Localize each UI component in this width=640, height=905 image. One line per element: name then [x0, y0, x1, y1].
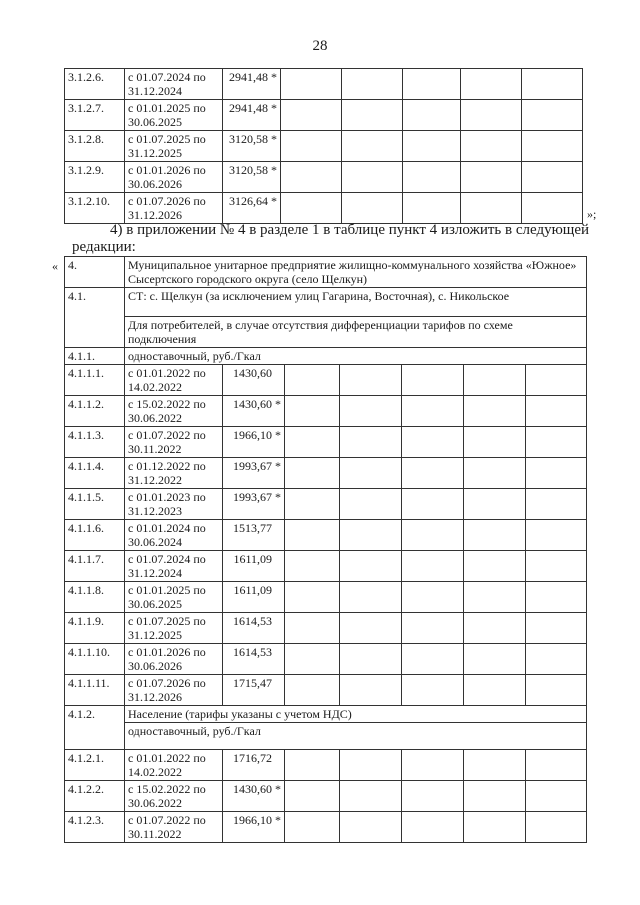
population-label: Население (тарифы указаны с учетом НДС) [125, 706, 587, 723]
empty-cell [402, 781, 464, 812]
empty-cell [342, 193, 403, 224]
empty-cell [281, 193, 342, 224]
empty-cell [285, 458, 340, 489]
row-number: 4.1.1.8. [65, 582, 125, 613]
empty-cell [285, 781, 340, 812]
row-number: 4.1.1.1. [65, 365, 125, 396]
row-number: 4.1.1.7. [65, 551, 125, 582]
tariff-value: 1993,67 * [223, 489, 285, 520]
empty-cell [522, 100, 583, 131]
closing-quote: »; [587, 207, 597, 221]
period-cell: с 01.07.2022 по 30.11.2022 [125, 427, 223, 458]
empty-cell [526, 365, 587, 396]
empty-cell [340, 396, 402, 427]
empty-cell [464, 812, 526, 843]
empty-cell [403, 69, 461, 100]
empty-cell [526, 812, 587, 843]
population-row [65, 706, 587, 723]
row-number: 4.1. [65, 288, 125, 348]
tariff-value: 3126,64 * [223, 193, 281, 224]
table-row [65, 812, 587, 843]
empty-cell [464, 613, 526, 644]
empty-cell [285, 427, 340, 458]
tariff-value: 1614,53 [223, 613, 285, 644]
period-cell: с 01.07.2022 по 30.11.2022 [125, 812, 223, 843]
empty-cell [285, 812, 340, 843]
empty-cell [522, 131, 583, 162]
tariff-value: 3120,58 * [223, 162, 281, 193]
empty-cell [464, 582, 526, 613]
empty-cell [285, 396, 340, 427]
empty-cell [402, 644, 464, 675]
table-row [65, 582, 587, 613]
empty-cell [526, 781, 587, 812]
period-cell: с 01.07.2024 по 31.12.2024 [125, 69, 223, 100]
empty-cell [464, 781, 526, 812]
empty-cell [522, 69, 583, 100]
empty-cell [464, 675, 526, 706]
row-number: 3.1.2.9. [65, 162, 125, 193]
empty-cell [522, 193, 583, 224]
row-number: 4.1.1.4. [65, 458, 125, 489]
empty-cell [526, 520, 587, 551]
empty-cell [342, 100, 403, 131]
empty-cell [281, 100, 342, 131]
empty-cell [464, 365, 526, 396]
row-number: 3.1.2.8. [65, 131, 125, 162]
empty-cell [402, 613, 464, 644]
tariff-value: 1966,10 * [223, 427, 285, 458]
empty-cell [281, 162, 342, 193]
empty-cell [285, 613, 340, 644]
period-cell: с 01.12.2022 по 31.12.2022 [125, 458, 223, 489]
empty-cell [461, 193, 522, 224]
single-rate-label-2: одноставочный, руб./Гкал [125, 723, 587, 750]
empty-cell [402, 812, 464, 843]
tariff-value: 1611,09 [223, 551, 285, 582]
tariff-value: 1614,53 [223, 644, 285, 675]
amendment-paragraph [72, 222, 612, 256]
empty-cell [340, 582, 402, 613]
empty-cell [461, 131, 522, 162]
tariff-value: 1430,60 * [223, 396, 285, 427]
tariff-value: 1430,60 [223, 365, 285, 396]
st-name: СТ: с. Щелкун (за исключением улиц Гагарина, Восточная), с. Никольское [125, 288, 587, 317]
empty-cell [464, 458, 526, 489]
period-cell: с 01.07.2024 по 31.12.2024 [125, 551, 223, 582]
empty-cell [526, 613, 587, 644]
empty-cell [461, 100, 522, 131]
st-row [65, 288, 587, 317]
consumers-text: Для потребителей, в случае отсутствия дифференциации тарифов по схеме подключения [125, 317, 587, 348]
empty-cell [402, 396, 464, 427]
row-number: 3.1.2.10. [65, 193, 125, 224]
table-row [65, 458, 587, 489]
empty-cell [285, 489, 340, 520]
table-row [65, 100, 583, 131]
tariff-value: 1715,47 [223, 675, 285, 706]
single-rate-label: одноставочный, руб./Гкал [125, 348, 587, 365]
empty-cell [285, 675, 340, 706]
empty-cell [403, 100, 461, 131]
empty-cell [403, 193, 461, 224]
row-number: 4.1.2.1. [65, 750, 125, 781]
empty-cell [340, 520, 402, 551]
table-row [65, 781, 587, 812]
tariff-value: 1966,10 * [223, 812, 285, 843]
empty-cell [340, 644, 402, 675]
empty-cell [402, 675, 464, 706]
row-number: 4.1.1.11. [65, 675, 125, 706]
tariff-value: 1993,67 * [223, 458, 285, 489]
table-row [65, 675, 587, 706]
tariff-value: 1513,77 [223, 520, 285, 551]
row-number: 4.1.1.10. [65, 644, 125, 675]
period-cell: с 01.07.2025 по 31.12.2025 [125, 131, 223, 162]
empty-cell [526, 582, 587, 613]
table-row [65, 365, 587, 396]
table-row [65, 551, 587, 582]
empty-cell [340, 750, 402, 781]
empty-cell [285, 551, 340, 582]
empty-cell [285, 644, 340, 675]
empty-cell [340, 458, 402, 489]
empty-cell [342, 131, 403, 162]
empty-cell [340, 613, 402, 644]
paragraph-line-1: 4) в приложении № 4 в разделе 1 в таблице пункт 4 изложить в следующей [110, 222, 590, 238]
period-cell: с 01.01.2025 по 30.06.2025 [125, 582, 223, 613]
empty-cell [402, 582, 464, 613]
empty-cell [526, 675, 587, 706]
empty-cell [281, 131, 342, 162]
empty-cell [526, 551, 587, 582]
row-number: 4.1.2.3. [65, 812, 125, 843]
empty-cell [402, 520, 464, 551]
row-number: 3.1.2.6. [65, 69, 125, 100]
empty-cell [340, 551, 402, 582]
consumers-row [65, 317, 587, 348]
empty-cell [464, 427, 526, 458]
empty-cell [403, 131, 461, 162]
table-row [65, 613, 587, 644]
row-number: 4.1.2.2. [65, 781, 125, 812]
table-row [65, 193, 583, 224]
single-rate-row-2 [65, 723, 587, 750]
period-cell: с 01.01.2025 по 30.06.2025 [125, 100, 223, 131]
empty-cell [526, 427, 587, 458]
row-number: 4. [65, 257, 125, 288]
period-cell: с 01.01.2022 по 14.02.2022 [125, 750, 223, 781]
tariff-value: 2941,48 * [223, 69, 281, 100]
tariff-value: 1430,60 * [223, 781, 285, 812]
empty-cell [342, 69, 403, 100]
tariff-value: 1716,72 [223, 750, 285, 781]
table-row [65, 396, 587, 427]
period-cell: с 01.07.2025 по 31.12.2025 [125, 613, 223, 644]
empty-cell [340, 489, 402, 520]
row-number: 4.1.1.3. [65, 427, 125, 458]
period-cell: с 15.02.2022 по 30.06.2022 [125, 781, 223, 812]
empty-cell [340, 781, 402, 812]
period-cell: с 01.01.2023 по 31.12.2023 [125, 489, 223, 520]
table-row [65, 162, 583, 193]
tariff-value: 1611,09 [223, 582, 285, 613]
tariff-value: 3120,58 * [223, 131, 281, 162]
paragraph-line-2: редакции: [72, 239, 136, 255]
empty-cell [464, 489, 526, 520]
empty-cell [464, 750, 526, 781]
empty-cell [526, 644, 587, 675]
period-cell: с 01.01.2026 по 30.06.2026 [125, 162, 223, 193]
table-row [65, 520, 587, 551]
empty-cell [285, 520, 340, 551]
empty-cell [340, 812, 402, 843]
empty-cell [526, 750, 587, 781]
period-cell: с 01.01.2024 по 30.06.2024 [125, 520, 223, 551]
empty-cell [285, 365, 340, 396]
empty-cell [526, 489, 587, 520]
empty-cell [340, 427, 402, 458]
period-cell: с 01.07.2026 по 31.12.2026 [125, 675, 223, 706]
single-rate-row [65, 348, 587, 365]
empty-cell [526, 458, 587, 489]
page-number: 28 [312, 38, 328, 54]
empty-cell [402, 551, 464, 582]
empty-cell [402, 427, 464, 458]
table-row [65, 489, 587, 520]
empty-cell [464, 520, 526, 551]
empty-cell [461, 162, 522, 193]
table-row [65, 644, 587, 675]
empty-cell [403, 162, 461, 193]
org-name: Муниципальное унитарное предприятие жилищно-коммунального хозяйства «Южное» Сысертского городского округа (село Щелкун) [125, 257, 587, 288]
row-number: 4.1.2. [65, 706, 125, 750]
empty-cell [464, 644, 526, 675]
tariff-table-item-4 [64, 256, 587, 843]
empty-cell [461, 69, 522, 100]
empty-cell [522, 162, 583, 193]
table-row [65, 750, 587, 781]
empty-cell [464, 551, 526, 582]
empty-cell [402, 365, 464, 396]
empty-cell [402, 489, 464, 520]
org-row [65, 257, 587, 288]
table-row [65, 69, 583, 100]
period-cell: с 01.07.2026 по 31.12.2026 [125, 193, 223, 224]
empty-cell [340, 675, 402, 706]
empty-cell [285, 582, 340, 613]
row-number: 4.1.1. [65, 348, 125, 365]
table-row [65, 131, 583, 162]
tariff-table-continuation [64, 68, 583, 224]
tariff-value: 2941,48 * [223, 100, 281, 131]
table-row [65, 427, 587, 458]
row-number: 4.1.1.2. [65, 396, 125, 427]
row-number: 4.1.1.6. [65, 520, 125, 551]
empty-cell [402, 750, 464, 781]
empty-cell [342, 162, 403, 193]
period-cell: с 01.01.2022 по 14.02.2022 [125, 365, 223, 396]
opening-quote: « [52, 259, 58, 273]
empty-cell [526, 396, 587, 427]
period-cell: с 15.02.2022 по 30.06.2022 [125, 396, 223, 427]
row-number: 4.1.1.5. [65, 489, 125, 520]
empty-cell [464, 396, 526, 427]
empty-cell [340, 365, 402, 396]
empty-cell [285, 750, 340, 781]
row-number: 3.1.2.7. [65, 100, 125, 131]
row-number: 4.1.1.9. [65, 613, 125, 644]
empty-cell [402, 458, 464, 489]
empty-cell [281, 69, 342, 100]
period-cell: с 01.01.2026 по 30.06.2026 [125, 644, 223, 675]
